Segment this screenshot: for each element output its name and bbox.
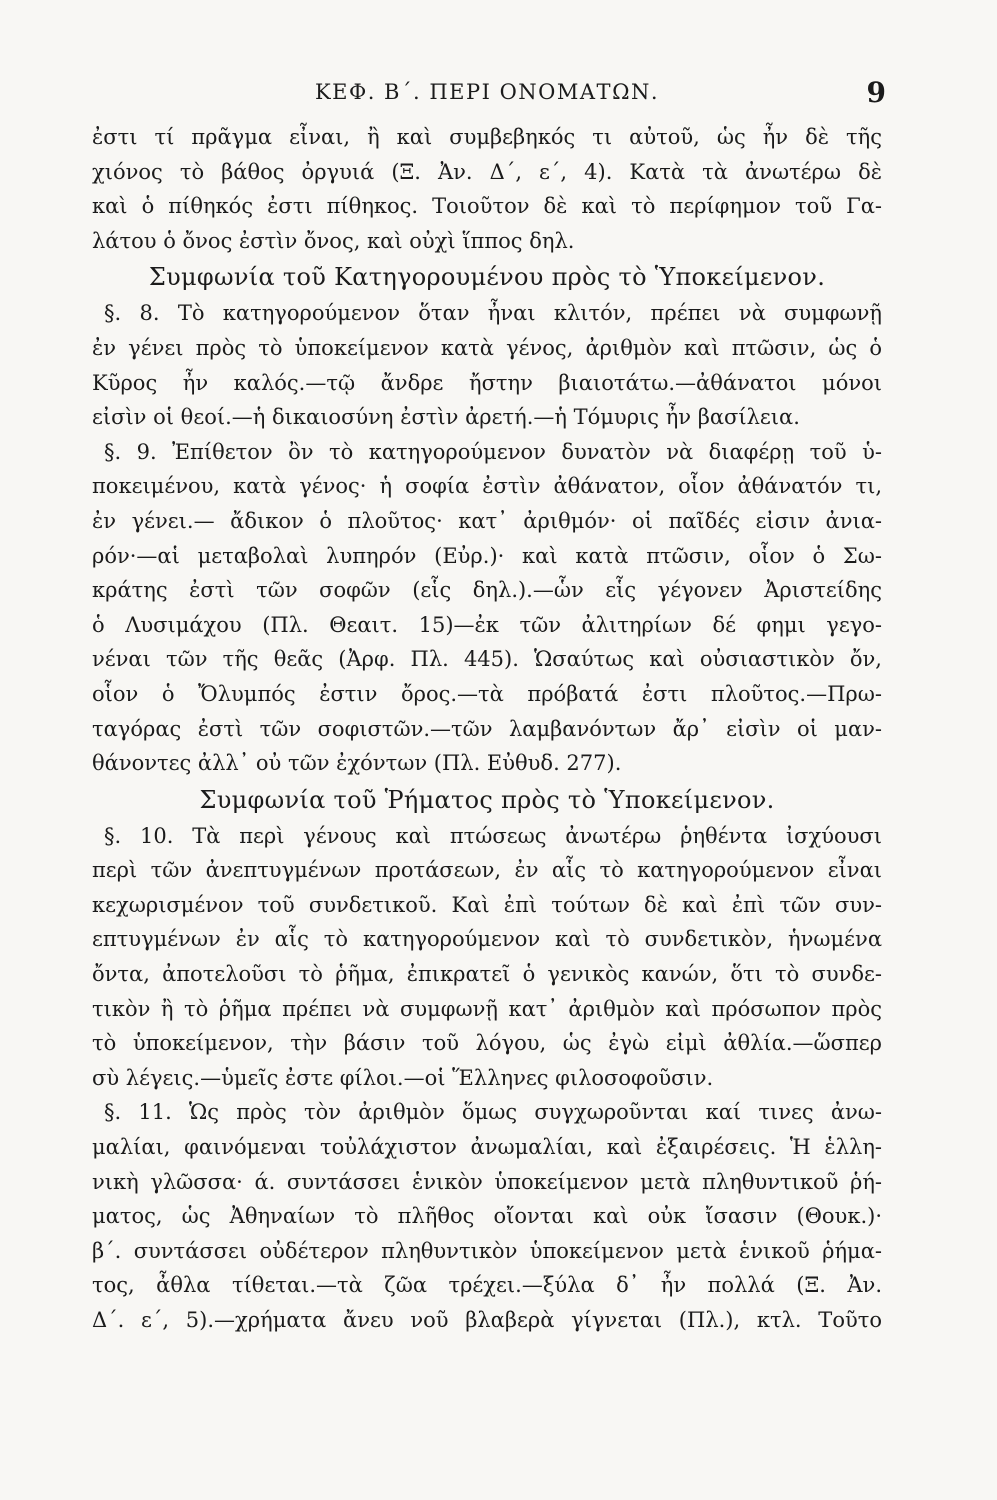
text-line: τος, ἆθλα τίθεται.—τὰ ζῶα τρέχει.—ξύλα δ᾽ ἦν πολλά (Ξ. Ἀν. [92,1273,882,1298]
text-line: θάνοντες ἀλλ᾽ οὐ τῶν ἐχόντων (Πλ. Εὐθυδ. 277). [92,751,622,776]
text-line: σὺ λέγεις.—ὑμεῖς ἐστε φίλοι.—οἱ Ἕλληνες φιλοσοφοῦσιν. [92,1065,714,1090]
text-line: ταγόρας ἐστὶ τῶν σοφιστῶν.—τῶν λαμβανόντων ἄρ᾽ εἰσὶν οἱ μαν- [92,716,882,741]
paragraph-start-line: §. 9. Ἐπίθετον ὂν τὸ κατηγορούμενον δυνατὸν νὰ διαφέρῃ τοῦ ὑ- [104,439,882,464]
section-heading: Συμφωνία τοῦ Ῥήματος πρὸς τὸ Ὑποκείμενον. [199,785,775,814]
text-line: τικὸν ἢ τὸ ῥῆμα πρέπει νὰ συμφωνῇ κατ᾽ ἀριθμὸν καὶ πρόσωπον πρὸς [92,996,882,1021]
text-line: ἐν γένει.— ἄδικον ὁ πλοῦτος· κατ᾽ ἀριθμόν· οἱ παῖδές εἰσιν ἀνια- [92,508,882,533]
text-line: ὁ Λυσιμάχου (Πλ. Θεαιτ. 15)—ἐκ τῶν ἀλιτηρίων δέ φημι γεγο- [92,612,882,637]
text-line: ὄντα, ἀποτελοῦσι τὸ ῥῆμα, ἐπικρατεῖ ὁ γενικὸς κανών, ὅτι τὸ συνδε- [92,962,882,987]
running-head: ΚΕΦ. Β΄. ΠΕΡΙ ΟΝΟΜΑΤΩΝ. [314,80,660,104]
page-header [92,76,886,116]
text-line: τὸ ὑποκείμενον, τὴν βάσιν τοῦ λόγου, ὡς ἐγὼ εἰμὶ ἀθλία.—ὥσπερ [92,1031,882,1056]
text-line: Κῦρος ἦν καλός.—τῷ ἄνδρε ἤστην βιαιοτάτω.—ἀθάνατοι μόνοι [92,370,882,395]
text-line: ρόν·—αἱ μεταβολαὶ λυπηρόν (Εὐρ.)· καὶ κατὰ πτῶσιν, οἷον ὁ Σω- [92,543,882,568]
text-line: β΄. συντάσσει οὐδέτερον πληθυντικὸν ὑποκείμενον μετὰ ἑνικοῦ ῥήμα- [92,1238,882,1263]
paragraph-start-line: §. 8. Τὸ κατηγορούμενον ὅταν ἦναι κλιτόν, πρέπει νὰ συμφωνῇ [104,301,882,326]
text-line: ἐστι τί πρᾶγμα εἶναι, ἢ καὶ συμβεβηκός τι αὐτοῦ, ὡς ἦν δὲ τῆς [92,125,882,149]
text-line: επτυγμένων ἐν αἷς τὸ κατηγορούμενον καὶ τὸ συνδετικὸν, ἡνωμένα [92,927,882,952]
text-line: νέναι τῶν τῆς θεᾶς (Ἀρφ. Πλ. 445). Ὡσαύτως καὶ οὐσιαστικὸν ὄν, [92,647,882,672]
section-heading: Συμφωνία τοῦ Κατηγορουμένου πρὸς τὸ Ὑποκείμενον. [148,263,826,292]
text-line: ἐν γένει πρὸς τὸ ὑποκείμενον κατὰ γένος, ἀριθμὸν καὶ πτῶσιν, ὡς ὁ [92,335,882,360]
text-line: καὶ ὁ πίθηκός ἐστι πίθηκος. Τοιοῦτον δὲ καὶ τὸ περίφημον τοῦ Γα- [92,194,882,219]
text-line: μαλίαι, φαινόμεναι τοὐλάχιστον ἀνωμαλίαι, καὶ ἐξαιρέσεις. Ἡ ἑλλη- [92,1135,882,1160]
text-line: εἰσὶν οἱ θεοί.—ἡ δικαιοσύνη ἐστὶν ἀρετή.—ἡ Τόμυρις ἦν βασίλεια. [92,405,800,430]
text-line: ματος, ὡς Ἀθηναίων τὸ πλῆθος οἴονται καὶ οὐκ ἴσασιν (Θουκ.)· [92,1204,882,1229]
text-line: οἷον ὁ Ὄλυμπός ἐστιν ὄρος.—τὰ πρόβατά ἐστι πλοῦτος.—Πρω- [92,681,882,706]
text-line: κεχωρισμένον τοῦ συνδετικοῦ. Καὶ ἐπὶ τούτων δὲ καὶ ἐπὶ τῶν συν- [92,892,882,917]
text-line: χιόνος τὸ βάθος ὀργυιά (Ξ. Ἀν. Δ΄, ε΄, 4). Κατὰ τὰ ἀνωτέρω δὲ [92,159,882,184]
text-line: Δ΄. ε΄, 5).—χρήματα ἄνευ νοῦ βλαβερὰ γίγνεται (Πλ.), κτλ. Τοῦτο [92,1308,882,1332]
body-text [92,120,882,1338]
text-line: ποκειμένου, κατὰ γένος· ἡ σοφία ἐστὶν ἀθάνατον, οἷον ἀθάνατόν τι, [92,474,882,499]
text-line: κράτης ἐστὶ τῶν σοφῶν (εἷς δηλ.).—ὧν εἷς γέγονεν Ἀριστείδης [92,578,882,603]
text-line: νικὴ γλῶσσα· ά. συντάσσει ἑνικὸν ὑποκείμενον μετὰ πληθυντικοῦ ῥή- [92,1169,882,1194]
page-number: 9 [866,76,886,109]
text-line: περὶ τῶν ἀνεπτυγμένων προτάσεων, ἐν αἷς τὸ κατηγορούμενον εἶναι [92,858,882,883]
paragraph-start-line: §. 10. Τὰ περὶ γένους καὶ πτώσεως ἀνωτέρω ῥηθέντα ἰσχύουσι [104,823,882,848]
paragraph-start-line: §. 11. Ὡς πρὸς τὸν ἀριθμὸν ὅμως συγχωροῦνται καί τινες ἀνω- [104,1100,882,1125]
text-line: λάτου ὁ ὄνος ἐστὶν ὄνος, καὶ οὐχὶ ἵππος δηλ. [92,228,575,253]
